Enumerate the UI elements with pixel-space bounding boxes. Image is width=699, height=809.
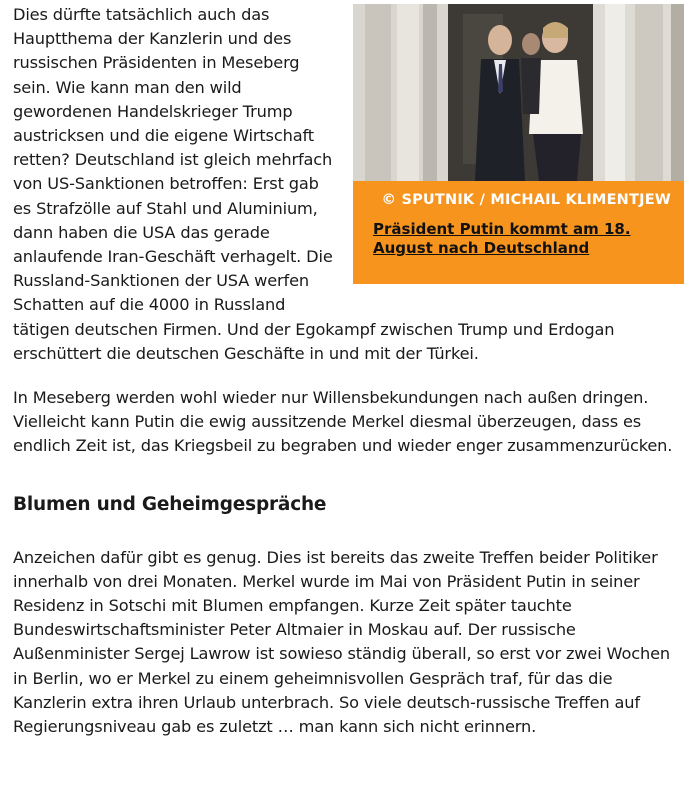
paragraph-trade-war: Dies dürfte tatsächlich auch das Hauptthema der Kanzlerin und des russischen Präsidenten in Meseberg sein. Wie kann man den wild gewordenen Handelskrieger Trump austricksen und die eigene Wirtschaft retten? Deutschland ist gleich mehrfach von US-Sanktionen betroffen: Erst gab es Strafzölle auf Stahl und Aluminium, dann haben die USA das gerade anlaufende Iran-Geschäft verhagelt. Die Russland-Sanktionen der USA werfen Schatten auf die 4000 in Russland tätigen deutschen Firmen. Und der Egokampf zwischen Trump und Erdogan erschüttert die deutschen Geschäfte in und mit der Türkei. [13,5,615,363]
teaser-photo[interactable] [353,4,684,181]
related-article-teaser[interactable] [353,4,684,284]
paragraph-meseberg: In Meseberg werden wohl wieder nur Willensbekundungen nach außen dringen. Vielleicht kann Putin die ewig aussitzende Merkel diesmal überzeugen, dass es endlich Zeit ist, das Kriegsbeil zu begraben und wieder enger zusammenzurücken. [13,388,673,456]
photo-credit: © SPUTNIK / MICHAIL KLIMENTJEW [381,192,671,208]
article-body [13,0,679,739]
paragraph-meetings: Anzeichen dafür gibt es genug. Dies ist bereits das zweite Treffen beider Politiker innerhalb von drei Monaten. Merkel wurde im Mai von Präsident Putin in seiner Residenz in Sotschi mit Blumen empfangen. Kurze Zeit später tauchte Bundeswirtschaftsminister Peter Altmaier in Moskau auf. Der russische Außenminister Sergej Lawrow ist sowieso ständig überall, so erst vor zwei Wochen in Berlin, wo er Merkel zu einem geheimnisvollen Gespräch traf, für das die Kanzlerin extra ihren Urlaub unterbrach. So viele deutsch-russische Treffen auf Regierungsniveau gab es zuletzt … man kann sich nicht erinnern. [13,547,670,737]
section-heading: Blumen und Geheimgespräche [13,493,327,515]
teaser-headline-link[interactable]: Präsident Putin kommt am 18. August nach Deutschland [373,220,631,257]
teaser-caption [353,181,684,284]
